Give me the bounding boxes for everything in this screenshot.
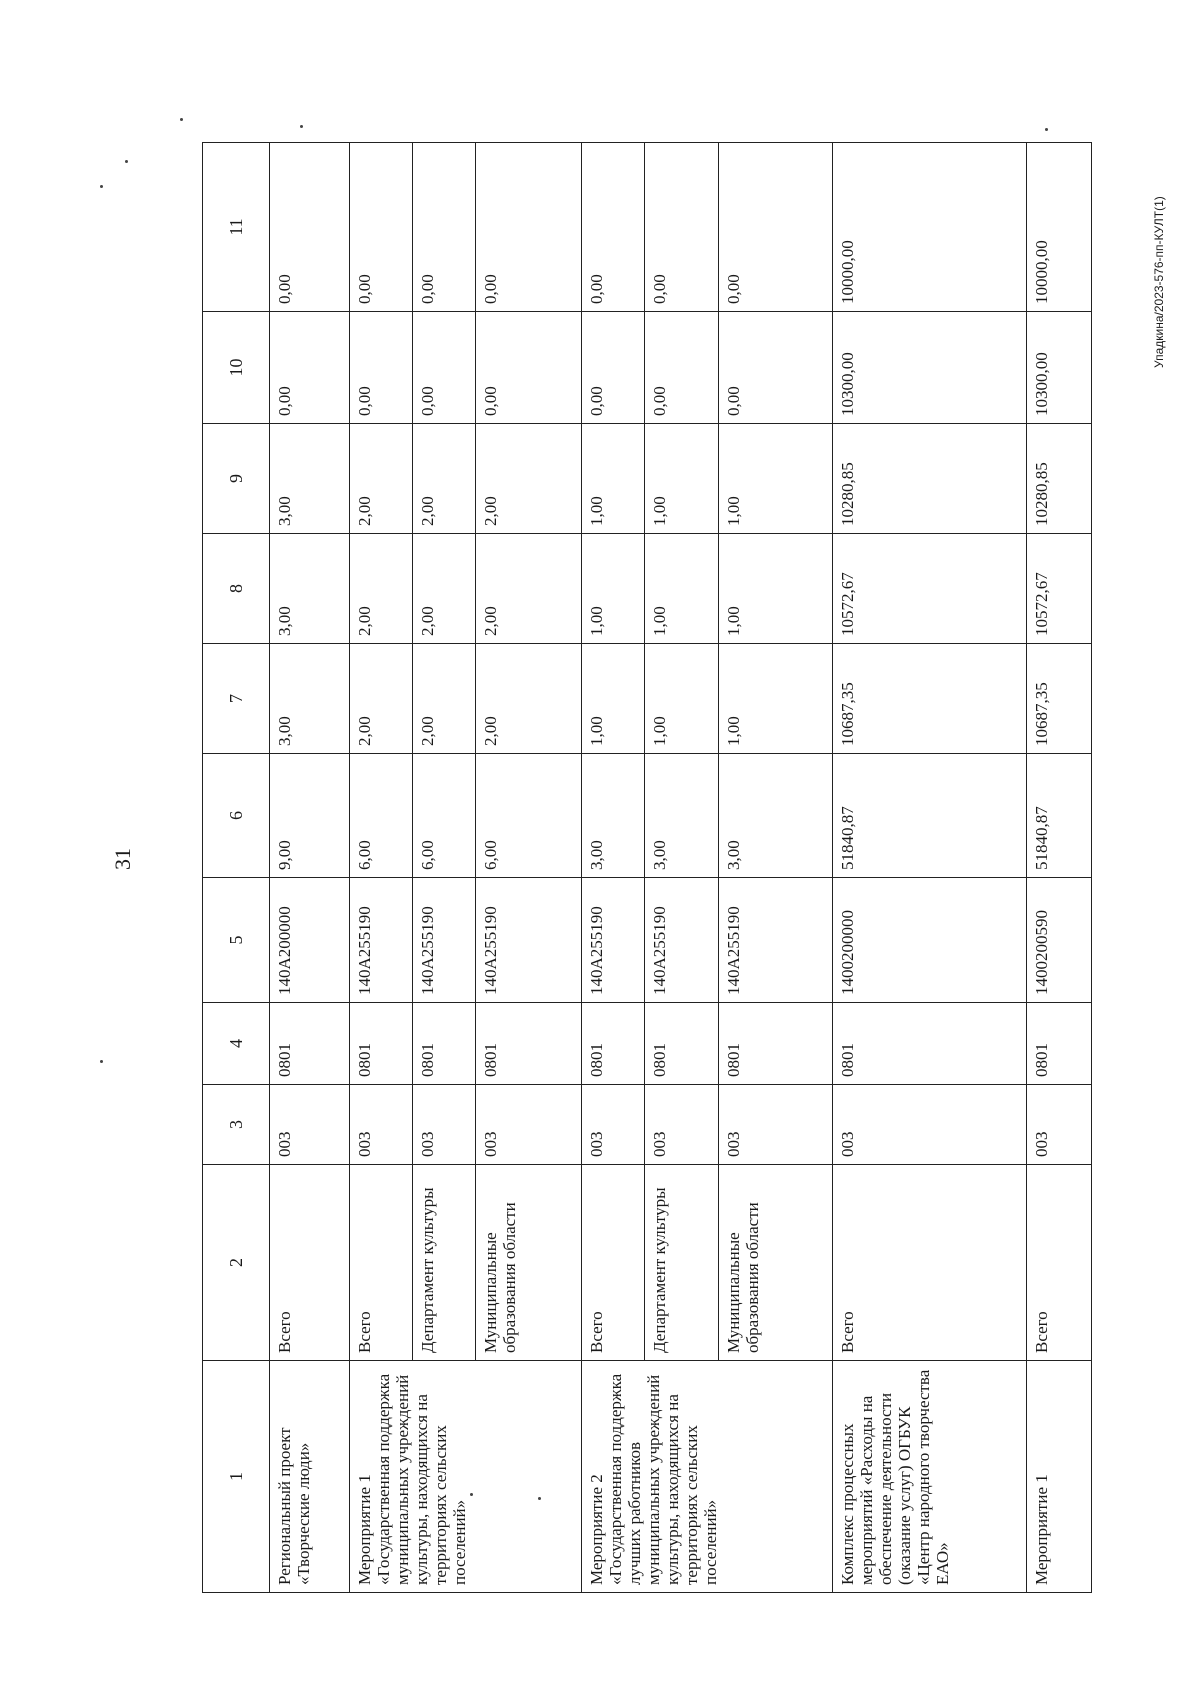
- code-cell: 140А255190: [645, 878, 719, 1003]
- value-cell: 2,00: [412, 534, 475, 644]
- code-cell: 0801: [412, 1003, 475, 1085]
- code-cell: 0801: [475, 1003, 582, 1085]
- code-cell: 003: [645, 1085, 719, 1165]
- source-cell: Муниципальные образования области: [719, 1165, 833, 1361]
- table-row: [1026, 143, 1091, 1593]
- source-cell: Всего: [1026, 1165, 1091, 1361]
- value-cell: 10000,00: [833, 143, 1026, 312]
- value-cell: 2,00: [349, 424, 412, 534]
- code-cell: 0801: [833, 1003, 1026, 1085]
- scan-speck: [180, 118, 183, 121]
- value-cell: 0,00: [270, 143, 349, 312]
- code-cell: 0801: [719, 1003, 833, 1085]
- value-cell: 0,00: [582, 143, 645, 312]
- item-name: Мероприятие 2 «Государственная поддержка лучших работников муниципальных учреждений культуры, находящихся на территориях сельских поселений»: [582, 1361, 833, 1593]
- value-cell: 1,00: [582, 534, 645, 644]
- code-cell: 1400200590: [1026, 878, 1091, 1003]
- item-name: Региональный проект «Творческие люди»: [270, 1361, 349, 1593]
- column-header: 7: [203, 644, 270, 754]
- table-row: [349, 143, 412, 1593]
- scan-speck: [300, 125, 303, 128]
- value-cell: 0,00: [645, 143, 719, 312]
- value-cell: 2,00: [475, 424, 582, 534]
- table-row: [833, 143, 1026, 1593]
- source-cell: Департамент культуры: [645, 1165, 719, 1361]
- code-cell: 140А255190: [349, 878, 412, 1003]
- source-cell: Всего: [349, 1165, 412, 1361]
- value-cell: 3,00: [270, 534, 349, 644]
- code-cell: 003: [719, 1085, 833, 1165]
- value-cell: 1,00: [582, 424, 645, 534]
- table-header-row: [203, 143, 270, 1593]
- scan-speck: [1045, 128, 1048, 131]
- value-cell: 0,00: [270, 312, 349, 424]
- value-cell: 3,00: [719, 754, 833, 878]
- code-cell: 003: [1026, 1085, 1091, 1165]
- value-cell: 2,00: [349, 644, 412, 754]
- value-cell: 9,00: [270, 754, 349, 878]
- value-cell: 2,00: [475, 644, 582, 754]
- value-cell: 0,00: [719, 312, 833, 424]
- value-cell: 0,00: [475, 143, 582, 312]
- value-cell: 6,00: [475, 754, 582, 878]
- value-cell: 2,00: [475, 534, 582, 644]
- code-cell: 0801: [645, 1003, 719, 1085]
- code-cell: 140А255190: [412, 878, 475, 1003]
- column-header: 5: [203, 878, 270, 1003]
- column-header: 2: [203, 1165, 270, 1361]
- code-cell: 140А200000: [270, 878, 349, 1003]
- scan-speck: [100, 185, 103, 188]
- value-cell: 6,00: [349, 754, 412, 878]
- code-cell: 0801: [1026, 1003, 1091, 1085]
- value-cell: 2,00: [412, 424, 475, 534]
- source-cell: Всего: [270, 1165, 349, 1361]
- code-cell: 140А255190: [719, 878, 833, 1003]
- code-cell: 0801: [582, 1003, 645, 1085]
- value-cell: 3,00: [270, 424, 349, 534]
- source-cell: Всего: [582, 1165, 645, 1361]
- value-cell: 10000,00: [1026, 143, 1091, 312]
- value-cell: 51840,87: [1026, 754, 1091, 878]
- item-name: Мероприятие 1 «Государственная поддержка муниципальных учреждений культуры, находящихся на территориях сельских поселений»: [349, 1361, 582, 1593]
- value-cell: 10300,00: [833, 312, 1026, 424]
- scan-speck: [100, 1060, 103, 1063]
- table-row: [582, 143, 645, 1593]
- source-cell: Муниципальные образования области: [475, 1165, 582, 1361]
- code-cell: 0801: [270, 1003, 349, 1085]
- source-cell: Всего: [833, 1165, 1026, 1361]
- value-cell: 51840,87: [833, 754, 1026, 878]
- value-cell: 3,00: [270, 644, 349, 754]
- code-cell: 1400200000: [833, 878, 1026, 1003]
- column-header: 10: [203, 312, 270, 424]
- value-cell: 3,00: [645, 754, 719, 878]
- page-number: 31: [110, 848, 135, 870]
- value-cell: 1,00: [719, 424, 833, 534]
- value-cell: 3,00: [582, 754, 645, 878]
- code-cell: 003: [582, 1085, 645, 1165]
- scan-speck: [125, 160, 128, 163]
- code-cell: 003: [833, 1085, 1026, 1165]
- value-cell: 0,00: [582, 312, 645, 424]
- value-cell: 10687,35: [833, 644, 1026, 754]
- code-cell: 003: [349, 1085, 412, 1165]
- source-cell: Департамент культуры: [412, 1165, 475, 1361]
- value-cell: 2,00: [349, 534, 412, 644]
- budget-table: [202, 142, 1092, 1593]
- value-cell: 10572,67: [833, 534, 1026, 644]
- column-header: 1: [203, 1361, 270, 1593]
- value-cell: 6,00: [412, 754, 475, 878]
- code-cell: 140А255190: [582, 878, 645, 1003]
- value-cell: 0,00: [349, 312, 412, 424]
- column-header: 11: [203, 143, 270, 312]
- code-cell: 0801: [349, 1003, 412, 1085]
- value-cell: 10280,85: [1026, 424, 1091, 534]
- value-cell: 1,00: [719, 534, 833, 644]
- value-cell: 2,00: [412, 644, 475, 754]
- item-name: Мероприятие 1: [1026, 1361, 1091, 1593]
- value-cell: 0,00: [475, 312, 582, 424]
- value-cell: 10280,85: [833, 424, 1026, 534]
- code-cell: 003: [412, 1085, 475, 1165]
- value-cell: 10300,00: [1026, 312, 1091, 424]
- code-cell: 003: [270, 1085, 349, 1165]
- item-name: Комплекс процессных мероприятий «Расходы на обеспечение деятельности (оказание услуг) ОГБУК «Центр народного творчества ЕАО»: [833, 1361, 1026, 1593]
- value-cell: 1,00: [645, 644, 719, 754]
- value-cell: 0,00: [412, 312, 475, 424]
- table-row: [270, 143, 349, 1593]
- value-cell: 1,00: [719, 644, 833, 754]
- column-header: 8: [203, 534, 270, 644]
- code-cell: 140А255190: [475, 878, 582, 1003]
- value-cell: 1,00: [582, 644, 645, 754]
- value-cell: 0,00: [645, 312, 719, 424]
- column-header: 4: [203, 1003, 270, 1085]
- document-stamp: Упадкина/2023-576-пп-КУЛТ(1): [1152, 196, 1166, 368]
- value-cell: 10687,35: [1026, 644, 1091, 754]
- value-cell: 1,00: [645, 534, 719, 644]
- value-cell: 10572,67: [1026, 534, 1091, 644]
- value-cell: 0,00: [349, 143, 412, 312]
- column-header: 9: [203, 424, 270, 534]
- value-cell: 0,00: [412, 143, 475, 312]
- column-header: 3: [203, 1085, 270, 1165]
- budget-table-container: [202, 143, 1092, 1593]
- code-cell: 003: [475, 1085, 582, 1165]
- value-cell: 0,00: [719, 143, 833, 312]
- column-header: 6: [203, 754, 270, 878]
- value-cell: 1,00: [645, 424, 719, 534]
